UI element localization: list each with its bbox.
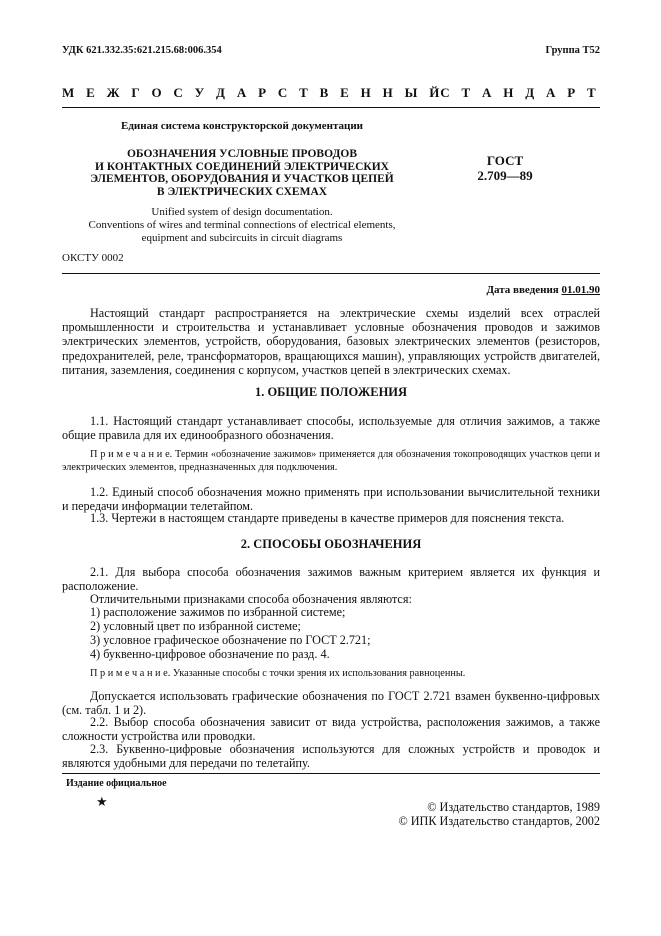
paragraph-2-3: 2.3. Буквенно-цифровые обозначения используются для сложных устройств и проводок и являются удобными для передачи по телетайпу.: [62, 742, 600, 771]
okstu-code: ОКСТУ 0002: [62, 252, 124, 264]
english-title: [62, 206, 422, 245]
intro-date: [486, 284, 600, 296]
note-2: [62, 668, 600, 681]
standard-title: [62, 148, 422, 198]
english-title-line-3: equipment and subcircuits in circuit diagrams: [141, 232, 343, 244]
banner-interstate: М Е Ж Г О С У Д А Р С Т В Е Н Н Ы Й: [62, 85, 444, 100]
list-item-3: 3) условное графическое обозначение по ГОСТ 2.721;: [90, 633, 371, 647]
copyright-2002: © ИПК Издательство стандартов, 2002: [398, 814, 600, 828]
copyright-block: [398, 800, 600, 828]
section-1-title: 1. ОБЩИЕ ПОЛОЖЕНИЯ: [254, 385, 408, 399]
note-2-text: Указанные способы с точки зрения их использования равноценны.: [170, 668, 466, 679]
paragraph-2-1: 2.1. Для выбора способа обозначения зажимов важным критерием является их функция и расположение.: [62, 565, 600, 594]
list-item-4: 4) буквенно-цифровое обозначение по разд. 4.: [90, 647, 330, 661]
copyright-1989: © Издательство стандартов, 1989: [427, 800, 600, 814]
list-item-1: 1) расположение зажимов по избранной системе;: [90, 605, 346, 619]
group-code: Группа Т52: [545, 45, 600, 56]
paragraph-allowed: Допускается использовать графические обозначения по ГОСТ 2.721 взамен буквенно-цифровых (см. табл. 1 и 2).: [62, 689, 600, 718]
title-line-1: ОБОЗНАЧЕНИЯ УСЛОВНЫЕ ПРОВОДОВ: [126, 148, 357, 160]
gost-label: ГОСТ: [486, 153, 524, 168]
paragraph-2-2: 2.2. Выбор способа обозначения зависит от вида устройства, расположения зажимов, а также сложности устройства или проводки.: [62, 715, 600, 744]
paragraph-1-2: 1.2. Единый способ обозначения можно применять при использовании вычислительной техники и передачи информации телетайпом.: [62, 485, 600, 514]
banner-rule: [62, 107, 600, 108]
intro-date-value: 01.01.90: [561, 284, 600, 296]
list-item-2: 2) условный цвет по избранной системе;: [90, 619, 301, 633]
title-rule: [62, 273, 600, 274]
udk-code: УДК 621.332.35:621.215.68:006.354: [62, 45, 222, 56]
title-line-4: В ЭЛЕКТРИЧЕСКИХ СХЕМАХ: [156, 185, 328, 198]
note-1-label: П р и м е ч а н и е.: [90, 449, 173, 460]
paragraph-2-1-criteria: Отличительными признаками способа обозначения являются:: [90, 592, 412, 606]
footer-rule: [62, 773, 600, 774]
paragraph-1-1: 1.1. Настоящий стандарт устанавливает способы, используемые для отличия зажимов, а также общие правила для их единообразного обозначения.: [62, 414, 600, 443]
note-2-label: П р и м е ч а н и е.: [90, 668, 171, 679]
gost-block: [440, 153, 570, 183]
english-title-line-1: Unified system of design documentation.: [151, 206, 333, 218]
official-edition: Издание официальное: [66, 778, 167, 789]
intro-date-label: Дата введения: [486, 284, 559, 296]
banner-standard: С Т А Н Д А Р Т: [440, 85, 600, 100]
gost-number: 2.709—89: [477, 168, 533, 183]
section-2-title: 2. СПОСОБЫ ОБОЗНАЧЕНИЯ: [240, 537, 422, 551]
system-name: Единая система конструкторской документации: [121, 120, 363, 132]
note-1-text: Термин «обозначение зажимов» применяется для обозначения токопроводящих участков цепи и электрических элементов, предназначенных для подключения.: [62, 449, 601, 473]
note-1: [62, 449, 600, 474]
star-icon: ★: [96, 794, 108, 809]
title-line-3: ЭЛЕМЕНТОВ, ОБОРУДОВАНИЯ И УЧАСТКОВ ЦЕПЕЙ: [90, 173, 394, 185]
paragraph-1-3: 1.3. Чертежи в настоящем стандарте приведены в качестве примеров для пояснения текста.: [90, 511, 565, 525]
title-line-2: И КОНТАКТНЫХ СОЕДИНЕНИЙ ЭЛЕКТРИЧЕСКИХ: [95, 160, 389, 173]
english-title-line-2: Conventions of wires and terminal connections of electrical elements,: [88, 219, 396, 231]
intro-paragraph: Настоящий стандарт распространяется на электрические схемы изделий всех отраслей промышленности и строительства и устанавливает условные обозначения проводов и зажимов электрических элементов, устройств, оборудования, базовых электрических элементов (резисторов, предохранителей, реле, трансформаторов, вращающихся машин), управляющих устройств двигателей, питания, заземления, соединения с корпусом, участков цепей в электрических схемах.: [62, 306, 600, 377]
